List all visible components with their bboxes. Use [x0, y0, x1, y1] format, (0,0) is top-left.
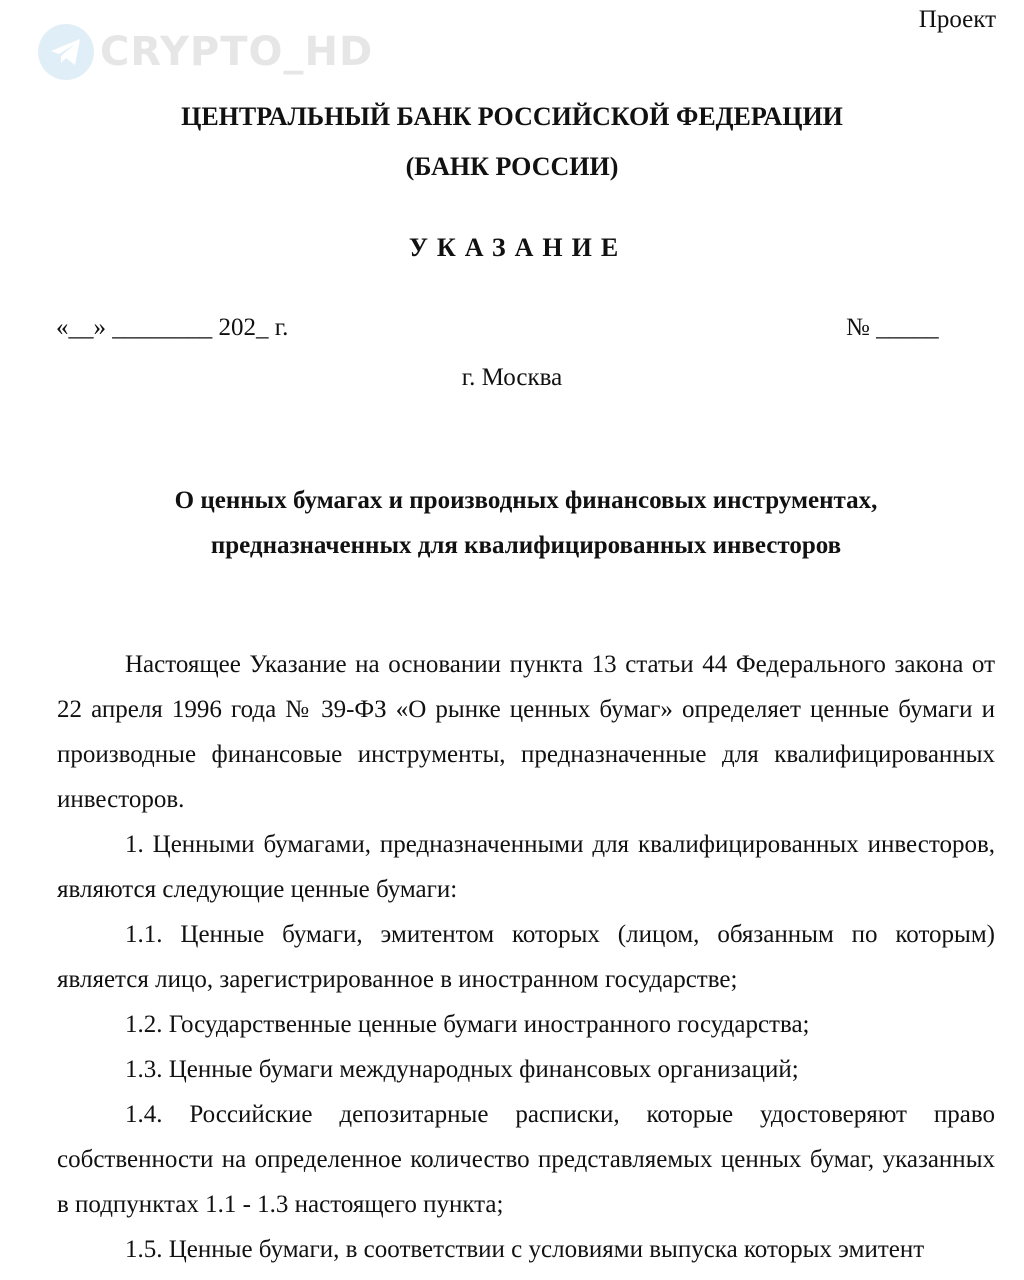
- telegram-icon: [38, 24, 94, 80]
- subject-line: предназначенных для квалифицированных инвесторов: [210, 532, 842, 559]
- subject-line: О ценных бумагах и производных финансовых инструментах,: [174, 487, 878, 514]
- document-type: УКАЗАНИЕ: [408, 233, 628, 262]
- paragraph: 1. Ценными бумагами, предназначенными для квалифицированных инвесторов, являются следующие ценные бумаги:: [57, 831, 995, 903]
- paragraph: 1.4. Российские депозитарные расписки, которые удостоверяют право собственности на определенное количество представляемых ценных бумаг, указанных в подпунктах 1.1 - 1.3 настоящего пункта;: [57, 1101, 995, 1218]
- document-subject: [60, 478, 992, 568]
- bank-name: ЦЕНТРАЛЬНЫЙ БАНК РОССИЙСКОЙ ФЕДЕРАЦИИ: [181, 102, 843, 131]
- paragraph: 1.1. Ценные бумаги, эмитентом которых (лицом, обязанным по которым) является лицо, зарегистрированное в иностранном государстве;: [57, 921, 995, 993]
- bank-short-name: (БАНК РОССИИ): [405, 152, 619, 181]
- watermark: [38, 24, 373, 80]
- document-body: [57, 642, 995, 1272]
- document-number: № _____: [846, 314, 939, 341]
- paragraph: Настоящее Указание на основании пункта 13 статьи 44 Федерального закона от 22 апреля 1996 года № 39-ФЗ «О рынке ценных бумаг» определяет ценные бумаги и производные финансовые инструменты, предназначенные для квалифицированных инвесторов.: [57, 651, 995, 813]
- document-city: г. Москва: [461, 364, 563, 391]
- paragraph: 1.5. Ценные бумаги, в соответствии с условиями выпуска которых эмитент: [125, 1236, 925, 1263]
- paragraph: 1.2. Государственные ценные бумаги иностранного государства;: [125, 1011, 810, 1038]
- watermark-text: CRYPTO_HD: [100, 29, 374, 75]
- project-label: Проект: [918, 6, 996, 33]
- document-date: «__» ________ 202_ г.: [56, 314, 289, 341]
- paragraph: 1.3. Ценные бумаги международных финансовых организаций;: [125, 1056, 799, 1083]
